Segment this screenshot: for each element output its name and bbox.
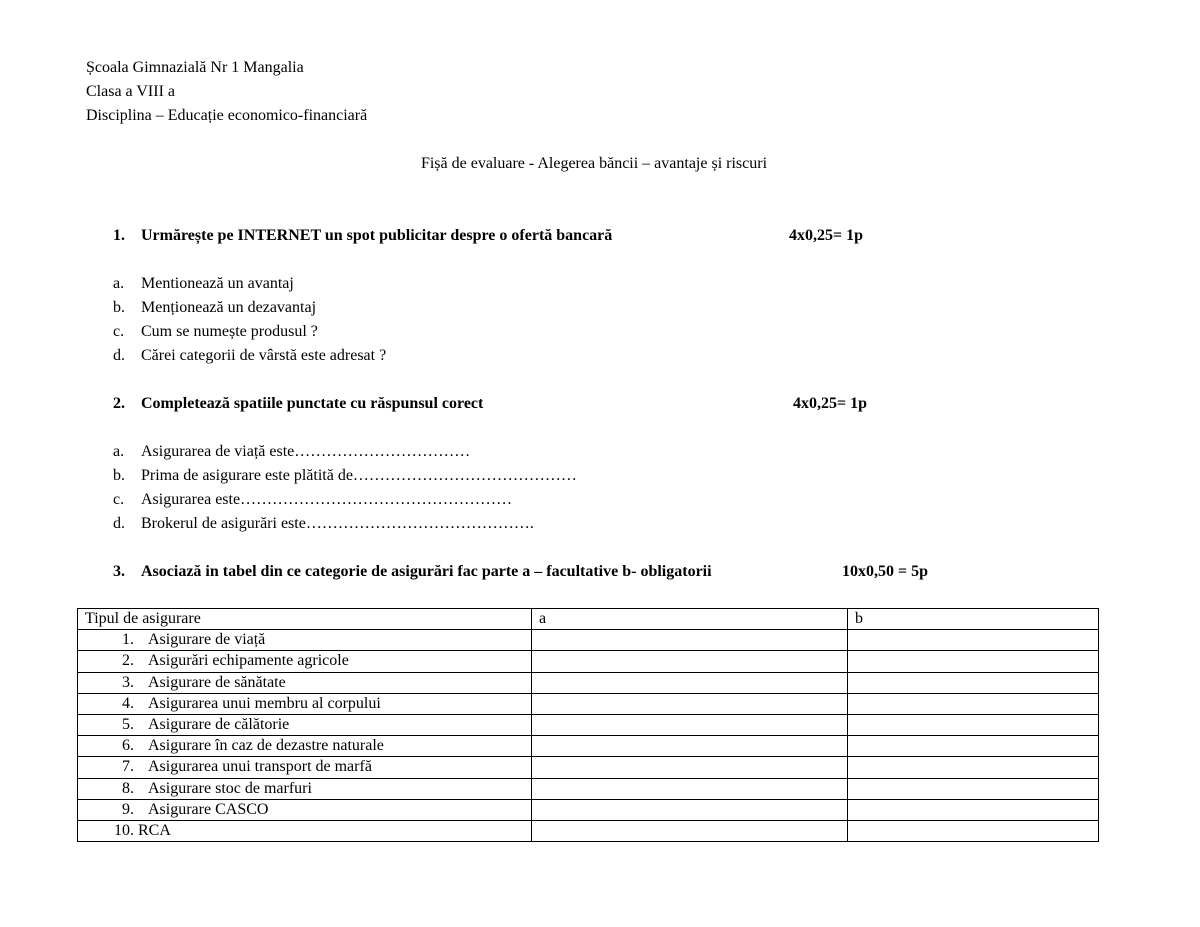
insurance-type-cell — [78, 778, 532, 799]
column-header-a: a — [532, 609, 848, 630]
answer-cell-a[interactable] — [532, 672, 848, 693]
row-number: 3. — [122, 673, 134, 691]
answer-cell-b[interactable] — [848, 630, 1099, 651]
question-text: Urmărește pe INTERNET un spot publicitar despre o ofertă bancară — [141, 227, 613, 244]
item-text: Asigurarea este…………………………………………… — [141, 491, 513, 508]
item-letter: b. — [113, 467, 125, 484]
answer-cell-b[interactable] — [848, 714, 1099, 735]
insurance-type-cell — [78, 651, 532, 672]
item-letter: b. — [113, 299, 125, 316]
list-item — [113, 512, 534, 536]
item-text: Asigurarea de viață este…………………………… — [141, 443, 471, 460]
list-item — [113, 320, 318, 344]
document-title: Fișă de evaluare - Alegerea băncii – avantaje și riscuri — [420, 155, 768, 172]
insurance-type-cell — [78, 799, 532, 820]
table-row — [78, 757, 1099, 778]
item-text: Mentionează un avantaj — [141, 275, 294, 292]
school-name: Școala Gimnazială Nr 1 Mangalia — [86, 59, 304, 76]
insurance-type-cell — [78, 736, 532, 757]
insurance-type-label: Asigurare de viață — [148, 631, 266, 649]
row-number: 2. — [122, 652, 134, 670]
table-row — [78, 778, 1099, 799]
list-item — [113, 296, 316, 320]
insurance-type-label: Asigurare de sănătate — [148, 673, 286, 691]
answer-cell-b[interactable] — [848, 651, 1099, 672]
table-row — [78, 693, 1099, 714]
insurance-type-cell — [78, 820, 532, 841]
answer-cell-a[interactable] — [532, 693, 848, 714]
row-number: 5. — [122, 716, 134, 734]
item-text: Brokerul de asigurări este……………………………………. — [141, 515, 534, 532]
item-text: Menționează un dezavantaj — [141, 299, 317, 316]
item-letter: a. — [113, 275, 125, 292]
item-text: Cum se numește produsul ? — [141, 323, 318, 340]
table-row — [78, 714, 1099, 735]
answer-cell-b[interactable] — [848, 778, 1099, 799]
question-number: 3. — [113, 563, 125, 580]
insurance-type-label: Asigurare stoc de marfuri — [148, 779, 312, 797]
table-row — [78, 736, 1099, 757]
answer-cell-b[interactable] — [848, 799, 1099, 820]
answer-cell-b[interactable] — [848, 672, 1099, 693]
item-letter: d. — [113, 515, 125, 532]
table-row — [78, 651, 1099, 672]
answer-cell-b[interactable] — [848, 820, 1099, 841]
insurance-type-cell — [78, 693, 532, 714]
table-row — [78, 630, 1099, 651]
insurance-type-label: Asigurare de călătorie — [148, 716, 290, 734]
insurance-type-cell — [78, 757, 532, 778]
insurance-type-label: Asigurări echipamente agricole — [148, 652, 349, 670]
list-item — [113, 440, 470, 464]
answer-cell-a[interactable] — [532, 757, 848, 778]
question-score: 10x0,50 = 5p — [842, 563, 929, 580]
answer-cell-a[interactable] — [532, 736, 848, 757]
list-item — [113, 344, 386, 368]
item-letter: c. — [113, 491, 125, 508]
row-number: 1. — [122, 631, 134, 649]
insurance-type-cell — [78, 714, 532, 735]
item-letter: a. — [113, 443, 125, 460]
answer-cell-a[interactable] — [532, 630, 848, 651]
insurance-type-label: Asigurarea unui transport de marfă — [148, 758, 372, 776]
question-text: Asociază in tabel din ce categorie de asigurări fac parte a – facultative b- obligatorii — [141, 563, 712, 580]
row-number: 7. — [122, 758, 134, 776]
question-number: 1. — [113, 227, 125, 244]
insurance-type-label: Asigurare CASCO — [148, 800, 269, 818]
column-header-type: Tipul de asigurare — [78, 609, 532, 630]
row-number: 6. — [122, 737, 134, 755]
answer-cell-a[interactable] — [532, 714, 848, 735]
answer-cell-a[interactable] — [532, 799, 848, 820]
discipline-name: Disciplina – Educație economico-financiară — [86, 107, 368, 124]
item-letter: c. — [113, 323, 125, 340]
row-number: 10. — [114, 821, 134, 839]
insurance-type-label: Asigurarea unui membru al corpului — [148, 694, 381, 712]
item-text: Cărei categorii de vârstă este adresat ? — [141, 347, 387, 364]
row-number: 8. — [122, 779, 134, 797]
table-row — [78, 799, 1099, 820]
answer-cell-b[interactable] — [848, 757, 1099, 778]
insurance-type-label: RCA — [138, 821, 171, 839]
column-header-b: b — [848, 609, 1099, 630]
insurance-type-label: Asigurare în caz de dezastre naturale — [148, 737, 384, 755]
answer-cell-b[interactable] — [848, 693, 1099, 714]
list-item — [113, 488, 512, 512]
table-row — [78, 820, 1099, 841]
list-item — [113, 464, 577, 488]
row-number: 4. — [122, 694, 134, 712]
row-number: 9. — [122, 800, 134, 818]
question-score: 4x0,25= 1p — [789, 227, 864, 244]
question-text: Completează spatiile punctate cu răspunsul corect — [141, 395, 484, 412]
insurance-type-cell — [78, 630, 532, 651]
table-header-row — [78, 609, 1099, 630]
question-number: 2. — [113, 395, 125, 412]
answer-cell-a[interactable] — [532, 820, 848, 841]
question-score: 4x0,25= 1p — [793, 395, 868, 412]
answer-cell-b[interactable] — [848, 736, 1099, 757]
item-letter: d. — [113, 347, 125, 364]
answer-cell-a[interactable] — [532, 778, 848, 799]
item-text: Prima de asigurare este plătită de…………………………………… — [141, 467, 577, 484]
list-item — [113, 272, 294, 296]
table-row — [78, 672, 1099, 693]
insurance-table — [77, 608, 1099, 842]
insurance-type-cell — [78, 672, 532, 693]
class-name: Clasa a VIII a — [86, 83, 175, 100]
answer-cell-a[interactable] — [532, 651, 848, 672]
